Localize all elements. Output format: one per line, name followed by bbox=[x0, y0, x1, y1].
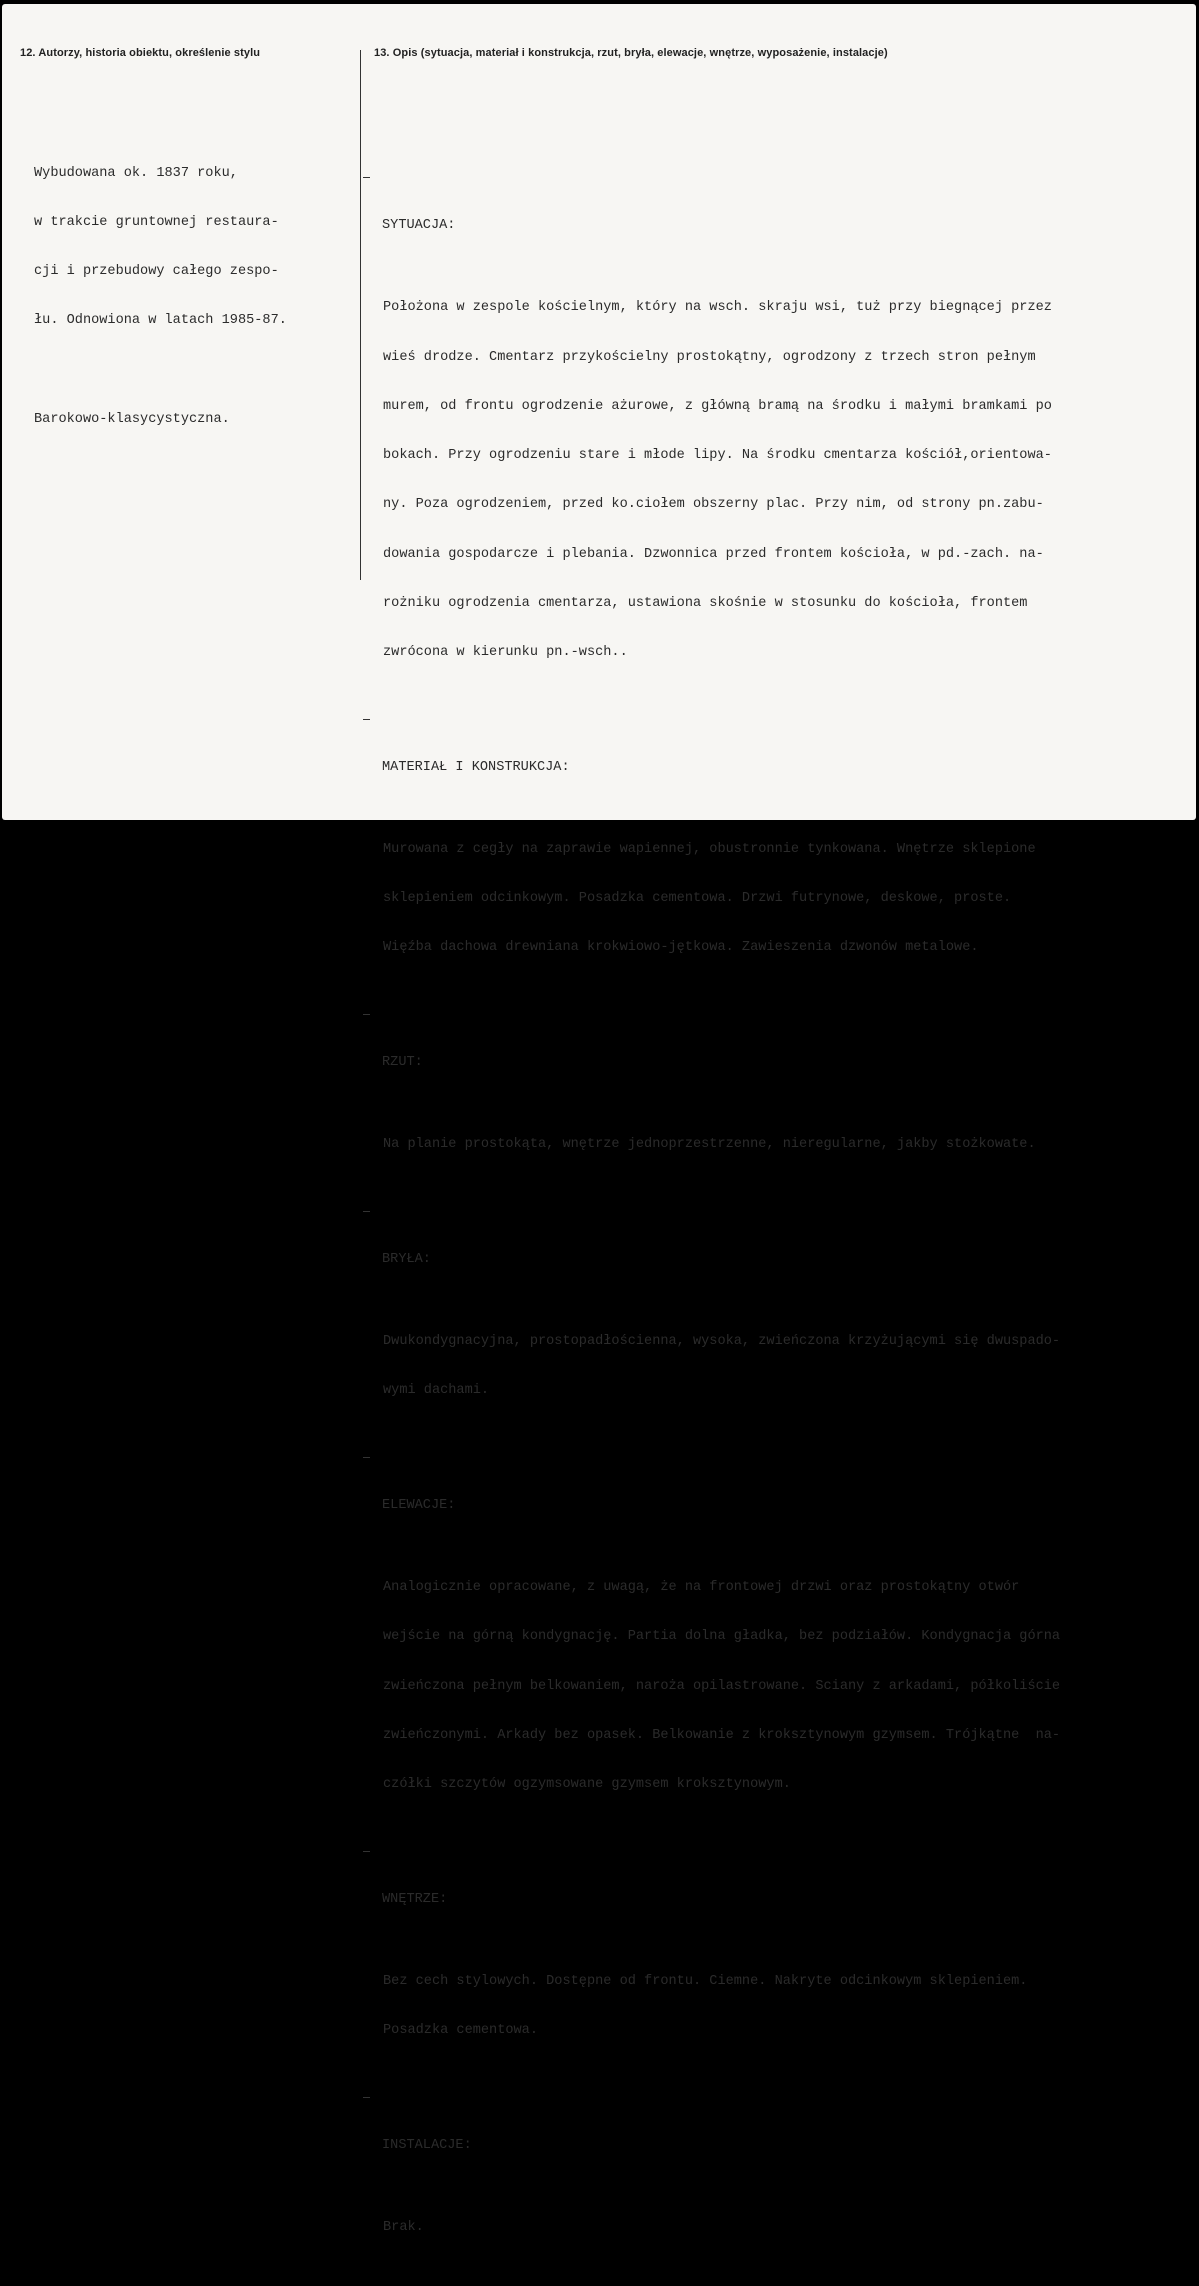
section-elevations-heading: ELEWACJE: bbox=[366, 1449, 1060, 1547]
column-divider bbox=[360, 50, 361, 580]
section-line: rożniku ogrodzenia cmentarza, ustawiona skośnie w stosunku do kościoła, frontem bbox=[383, 595, 1028, 611]
history-text-block bbox=[34, 133, 287, 461]
history-line: w trakcie gruntownej restaura- bbox=[34, 215, 279, 231]
spacer bbox=[34, 363, 287, 379]
section-line: zwieńczonymi. Arkady bez opasek. Belkowanie z kroksztynowym gzymsem. Trójkątne na- bbox=[383, 1727, 1061, 1743]
section-line: wejście na górną kondygnację. Partia dolna gładka, bez podziałów. Kondygnacja górna bbox=[383, 1629, 1061, 1645]
description-text-block bbox=[366, 120, 1060, 2286]
section-situation-heading: SYTUACJA: bbox=[366, 169, 1060, 267]
section-tick-mark bbox=[363, 2097, 370, 2098]
section-line: ny. Poza ogrodzeniem, przed ko.ciołem obszerny plac. Przy nim, od strony pn.zabu- bbox=[383, 497, 1044, 513]
style-designation: Barokowo-klasycystyczna. bbox=[34, 411, 230, 427]
section-line: zwrócona w kierunku pn.-wsch.. bbox=[383, 645, 628, 660]
section-tick-mark bbox=[363, 1851, 370, 1852]
section-line: czółki szczytów ogzymsowane gzymsem kroksztynowym. bbox=[383, 1777, 791, 1793]
section-line: murem, od frontu ogrodzenie ażurowe, z główną bramą na środku i małymi bramkami po bbox=[383, 398, 1052, 414]
section-line: dowania gospodarcze i plebania. Dzwonnica przed frontem kościoła, w pd.-zach. na- bbox=[383, 546, 1044, 562]
section-tick-mark bbox=[363, 1211, 370, 1212]
header-description: 13. Opis (sytuacja, materiał i konstrukcja, rzut, bryła, elewacje, wnętrze, wyposażenie, instalacje) bbox=[374, 47, 888, 59]
section-line: Bez cech stylowych. Dostępne od frontu. Ciemne. Nakryte odcinkowym sklepieniem. bbox=[383, 1973, 1028, 1989]
section-line: Murowana z cegły na zaprawie wapiennej, obustronnie tynkowana. Wnętrze sklepione bbox=[383, 841, 1036, 857]
history-line: Wybudowana ok. 1837 roku, bbox=[34, 165, 238, 181]
section-tick-mark bbox=[363, 1457, 370, 1458]
document-sheet bbox=[2, 4, 1196, 2235]
section-mass-heading: BRYŁA: bbox=[366, 1203, 1060, 1301]
section-line: sklepieniem odcinkowym. Posadzka cementowa. Drzwi futrynowe, deskowe, proste. bbox=[383, 891, 1012, 907]
section-plan-heading: RZUT: bbox=[366, 1006, 1060, 1104]
section-line: Analogicznie opracowane, z uwagą, że na frontowej drzwi oraz prostokątny otwór bbox=[383, 1580, 1020, 1596]
section-material-heading: MATERIAŁ I KONSTRUKCJA: bbox=[366, 711, 1060, 809]
history-line: cji i przebudowy całego zespo- bbox=[34, 264, 279, 280]
section-tick-mark bbox=[363, 177, 370, 178]
section-line: wymi dachami. bbox=[383, 1383, 490, 1399]
section-line: Więźba dachowa drewniana krokwiowo-jętkowa. Zawieszenia dzwonów metalowe. bbox=[383, 940, 979, 956]
section-tick-mark bbox=[363, 719, 370, 720]
section-line: Posadzka cementowa. bbox=[383, 2023, 538, 2039]
section-interior-heading: WNĘTRZE: bbox=[366, 1843, 1060, 1941]
header-authors-history-style: 12. Autorzy, historia obiektu, określenie stylu bbox=[20, 47, 261, 59]
section-line: wieś drodze. Cmentarz przykościelny prostokątny, ogrodzony z trzech stron pełnym bbox=[383, 349, 1036, 365]
section-installations-heading: INSTALACJE: bbox=[366, 2089, 1060, 2187]
section-line: Położona w zespole kościelnym, który na wsch. skraju wsi, tuż przy biegnącej przez bbox=[383, 300, 1052, 316]
section-line: Dwukondygnacyjna, prostopadłościenna, wysoka, zwieńczona krzyżującymi się dwuspado- bbox=[383, 1334, 1061, 1350]
history-line: łu. Odnowiona w latach 1985-87. bbox=[34, 313, 287, 329]
section-line: bokach. Przy ogrodzeniu stare i młode lipy. Na środku cmentarza kościół,orientowa- bbox=[383, 448, 1052, 464]
section-tick-mark bbox=[363, 1014, 370, 1015]
section-line: Na planie prostokąta, wnętrze jednoprzestrzenne, nieregularne, jakby stożkowate. bbox=[383, 1137, 1036, 1153]
section-line: zwieńczona pełnym belkowaniem, naroża opilastrowane. Sciany z arkadami, półkoliście bbox=[383, 1678, 1061, 1694]
section-line: Brak. bbox=[383, 2220, 424, 2235]
